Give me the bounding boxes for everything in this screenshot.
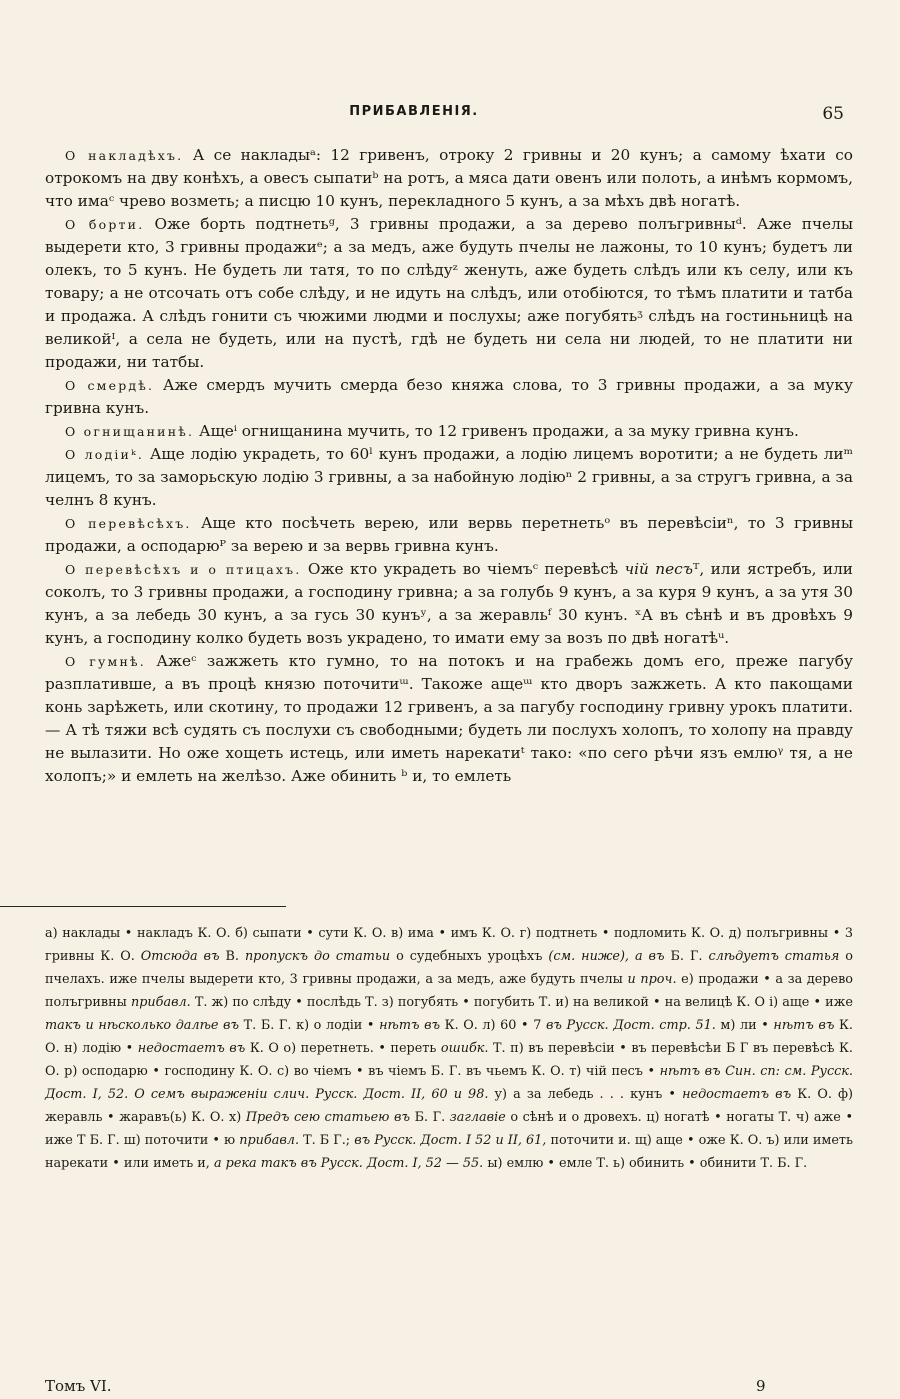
volume-label: Томъ VI. — [45, 1377, 112, 1395]
paragraph-text: Ажеᶜ зажжеть кто гумно, то на потокъ и на грабежь домъ его, преже пагубу разплативше, а въ процѣ князю поточитиᵚ. Такоже ащеᵚ кто дворъ зажжеть. А кто пакощами конь зарѣжеть, или скотину, то продажи 12 гривенъ, а за пагубу господину гривну урокъ платити. — А тѣ тяжи всѣ судять съ послухи съ свободными; будеть ли послухъ холопъ, то холопу на правду не вылазити. Но оже хощеть истець, или иметь нарекатиᵗ тако: «по сего рѣчи язъ емлюᵞ тя, а не холопъ;» и емлеть на желѣзо. Аже обинить ᵇ и, то емлеть — [45, 652, 853, 785]
paragraph-text: ᵀ, или ястребъ, или соколъ, то 3 гривны продажи, а господину гривна; а за голубь 9 кунъ, а за куря 9 кунъ, а за утя 30 кунъ, а за лебедь 30 кунъ, а за гусь 30 кунъʸ, а за жеравльᶠ 30 кунъ. ˣА въ сѣнѣ и въ дровѣхъ 9 кунъ, а господину колко будеть возъ украдено, то имати ему за возъ по двѣ ногатѣᵘ. — [45, 560, 853, 647]
page-footer — [0, 1377, 900, 1399]
paragraph-perevesy — [45, 512, 853, 558]
paragraph-text: А се накладыᵃ: 12 гривенъ, отроку 2 гривны и 20 кунъ; а самому ѣхати со отрокомъ на дву конѣхъ, а овесъ сыпатиᵇ на ротъ, а мяса дати овенъ или полоть, а инѣмъ кормомъ, что имаᶜ чрево возметь; а писцю 10 кунъ, перекладного 5 кунъ, а за мѣхъ двѣ ногатѣ. — [45, 146, 853, 210]
footnote-text: Б. Г. — [410, 1110, 450, 1125]
paragraph-text: Аже смердъ мучить смерда безо княжа слова, то 3 гривны продажи, а за муку гривна кунъ. — [45, 376, 853, 417]
footnote-text: Б. Г. — [664, 949, 709, 964]
paragraph-text: Оже борть подтнетьᵍ, 3 гривны продажи, а за дерево полъгривныᵈ. Аже пчелы выдерети кто, 3 гривны продажиᵉ; а за медъ, аже будуть пчелы не лажоны, то 10 кунъ; будетъ ли олекъ, то 5 кунъ. Не будеть ли татя, то по слѣдуᶻ женуть, аже будеть слѣдъ или къ селу, или къ товару; а не отсочать отъ собе слѣду, и не идуть на слѣдъ, или отобiются, то тѣмъ платити и татба и продажа. А слѣдъ гонити съ чюжими людми и послухы; аже погубятьᶾ слѣдъ на гостиньницѣ на великойᴵ, а села не будеть, или на пустѣ, гдѣ не будеть ни села ни людей, то не платити ни продажи, ни татбы. — [45, 215, 853, 371]
running-head — [0, 104, 900, 128]
signature-mark: 9 — [756, 1377, 766, 1395]
paragraph-perevesy-ptitsy — [45, 558, 853, 650]
paragraph-text: Аще кто посѣчеть верею, или вервь перетнетьᵒ въ перевѣсiиⁿ, то 3 гривны продажи, а осподарюᴾ за верею и за вервь гривна кунъ. — [45, 514, 853, 555]
footnote-text: К. О. н) лодiю • — [45, 1018, 853, 1056]
footnote-italic: Предъ сею статьею въ — [245, 1110, 410, 1125]
footnote-italic: а река такъ въ Русск. Дост. I, 52 — 55. — [213, 1156, 484, 1171]
footnote-text: е) продажи • а за дерево полъгривны — [45, 972, 854, 1010]
footnote-text: а) наклады • накладъ К. О. б) сыпати • сути К. О. в) има • имъ К. О. г) подтнеть • подломить К. О. д) полъгривны • 3 гривны К. О. — [45, 926, 853, 964]
section-heading: О перевѣсѣхъ. — [65, 516, 192, 531]
footnote-italic: пропускъ до статьи — [244, 949, 391, 964]
footnote-italic: нѣтъ въ — [773, 1018, 835, 1033]
footnote-italic: въ Русск. Дост. стр. 51. — [545, 1018, 716, 1033]
footnotes — [45, 922, 853, 1175]
footnote-italic: недостаетъ въ — [682, 1087, 792, 1102]
footnote-italic: такъ и нѣсколько далѣе въ — [45, 1018, 240, 1033]
footnote-text: Т. ж) по слѣду • послѣдь Т. з) погубять • погубить Т. и) на великой • на велицѣ К. О i) аще • иже — [190, 995, 853, 1010]
footnote-text: Т. п) въ перевѣсiи • въ перевѣсѣи Б Г въ перевѣсѣ К. О. р) осподарю • господину К. О. с) во чiемъ • въ чiемъ Б. Г. въ чьемъ К. О. т) чiй песъ • — [45, 1041, 854, 1079]
footnote-italic: прибавл. — [239, 1133, 300, 1148]
section-heading: О огнищанинѣ. — [65, 424, 195, 439]
footnote-block — [45, 922, 853, 1175]
running-title: ПРИБАВЛЕНIЯ. — [349, 104, 479, 119]
footnote-italic: (см. ниже), а въ — [548, 949, 665, 964]
paragraph-text: Ащеⁱ огнищанина мучить, то 12 гривенъ продажи, а за муку гривна кунъ. — [194, 422, 799, 440]
section-heading: О перевѣсѣхъ и о птицахъ. — [65, 562, 302, 577]
paragraph-borti — [45, 213, 853, 374]
footnote-text: о сѣнѣ и о дровехъ. ц) ногатѣ • ногаты Т. ч) аже • иже Т Б. Г. ш) поточити • ю — [45, 1110, 853, 1148]
footnote-italic: нѣтъ въ — [379, 1018, 441, 1033]
footnote-text: В. — [219, 949, 245, 964]
paragraph-ognishchanin — [45, 420, 853, 443]
section-heading: О лодiиᵏ. — [65, 447, 144, 462]
footnote-italic: заглавiе — [449, 1110, 506, 1125]
paragraph-naklady — [45, 144, 853, 213]
footnote-italic: въ Русск. Дост. I 52 и II, 61, — [354, 1133, 547, 1148]
footnote-italic: нѣтъ въ Син. сп: см. Русск. Дост. I, 52. О семъ выраженiи слич. Русск. Дост. II, 60 и 98. — [45, 1064, 853, 1102]
paragraph-text: Оже кто украдеть во чiемъᶜ перевѣсѣ — [301, 560, 625, 578]
footnote-text: у) а за лебедь . . . кунъ • — [488, 1087, 683, 1102]
footnote-italic: и проч. — [627, 972, 677, 987]
footnote-italic: ошибк. — [440, 1041, 489, 1056]
section-heading: О борти. — [65, 217, 145, 232]
footnote-text: К. О. ф) жеравль • жаравъ(ь) К. О. х) — [45, 1087, 854, 1125]
footnote-italic: Отсюда въ — [140, 949, 220, 964]
paragraph-smerd — [45, 374, 853, 420]
footnote-text: Т. Б. Г. к) о лодiи • — [239, 1018, 380, 1033]
footnote-text: К. О. л) 60 • 7 — [440, 1018, 546, 1033]
footnote-text: Т. Б Г.; — [299, 1133, 355, 1148]
section-heading: О гумнѣ. — [65, 654, 146, 669]
footnote-text: ы) емлю • емле Т. ь) обинить • обинити Т. Б. Г. — [483, 1156, 808, 1171]
page-number: 65 — [822, 104, 844, 124]
section-heading: О накладѣхъ. — [65, 148, 184, 163]
paragraph-lodii — [45, 443, 853, 512]
footnote-divider — [0, 906, 286, 907]
footnote-text: поточити и. щ) аще • оже К. О. ъ) или иметь нарекати • или иметь и, — [45, 1133, 853, 1171]
footnote-italic: слѣдуетъ статья — [708, 949, 840, 964]
footnote-italic: прибавл. — [130, 995, 191, 1010]
main-text — [45, 144, 853, 788]
footnote-text: о судебныхъ уроцѣхъ — [390, 949, 549, 964]
italic-phrase: чiй песъ — [624, 560, 693, 578]
paragraph-gumno — [45, 650, 853, 788]
footnote-italic: недостаетъ въ — [137, 1041, 246, 1056]
section-heading: О смердѣ. — [65, 378, 155, 393]
footnote-text: о пчелахъ. иже пчелы выдерети кто, 3 гривны продажи, а за медъ, аже будуть пчелы — [45, 949, 853, 987]
footnote-text: м) ли • — [715, 1018, 774, 1033]
paragraph-text: Аще лодiю украдеть, то 60ˡ кунъ продажи, а лодiю лицемъ воротити; а не будеть лиᵐ лицемъ, то за заморьскую лодiю 3 гривны, а за набойную лодiюⁿ 2 гривны, а за стругъ гривна, а за челнъ 8 кунъ. — [45, 445, 853, 509]
footnote-text: К. О о) перетнеть. • переть — [245, 1041, 441, 1056]
